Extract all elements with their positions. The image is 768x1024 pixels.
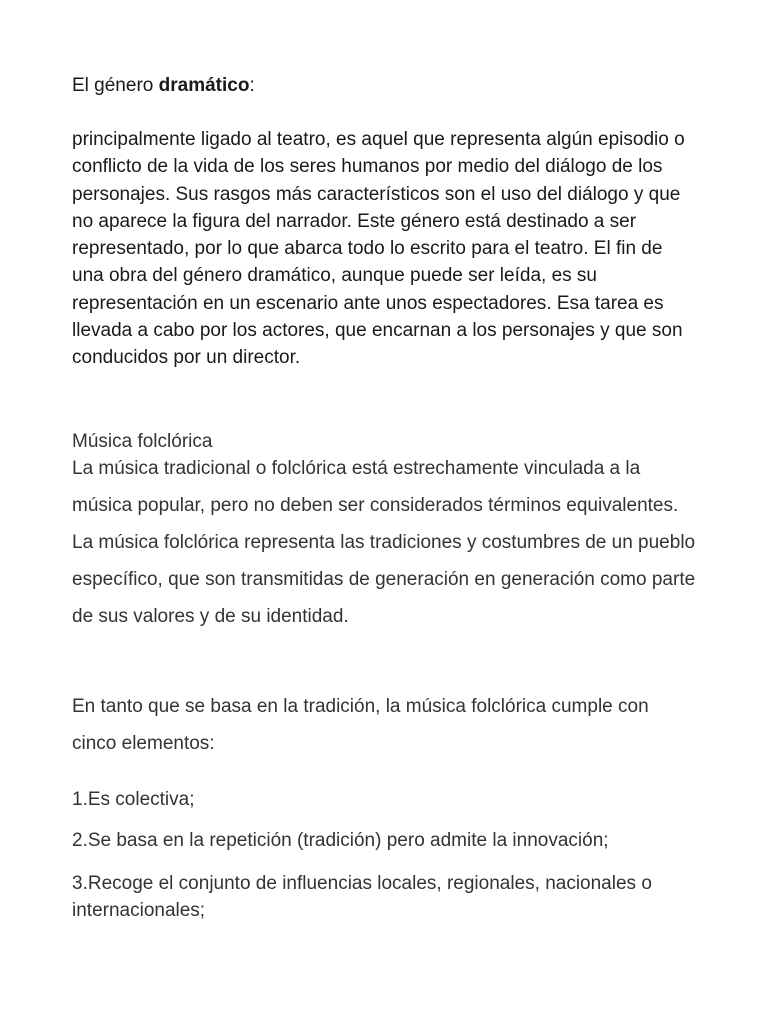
list-item: 2.Se basa en la repetición (tradición) pero admite la innovación; (72, 830, 609, 851)
genre-heading-bold: dramático (158, 75, 250, 96)
genre-description: principalmente ligado al teatro, es aquel que representa algún episodio o conflicto de la vida de los seres humanos por medio del diálogo de los personajes. Sus rasgos más característicos son el uso del diálogo y que no aparece la figura del narrador. Este género está destinado a ser representado, por lo que abarca todo lo escrito para el teatro. El fin de una obra del género dramático, aunque puede ser leída, es su representación en un escenario ante unos espectadores. Esa tarea es llevada a cabo por los actores, que encarnan a los personajes y que son conducidos por un director. (72, 129, 685, 369)
section-title-musica: Música folclórica (72, 431, 213, 452)
genre-heading (72, 72, 255, 99)
genre-heading-suffix: : (249, 75, 255, 96)
musica-paragraph-1: La música tradicional o folclórica está estrechamente vinculada a la música popular, pero no deben ser considerados términos equivalentes. La música folclórica representa las tradiciones y costumbres de un pueblo específico, que son transmitidas de generación en generación como parte de sus valores y de su identidad. (72, 458, 696, 627)
list-item: 3.Recoge el conjunto de influencias locales, regionales, nacionales o internacionales; (72, 873, 652, 921)
list-item: 1.Es colectiva; (72, 789, 195, 810)
genre-heading-prefix: El género (72, 75, 159, 96)
musica-paragraph-2: En tanto que se basa en la tradición, la música folclórica cumple con cinco elementos: (72, 696, 649, 754)
